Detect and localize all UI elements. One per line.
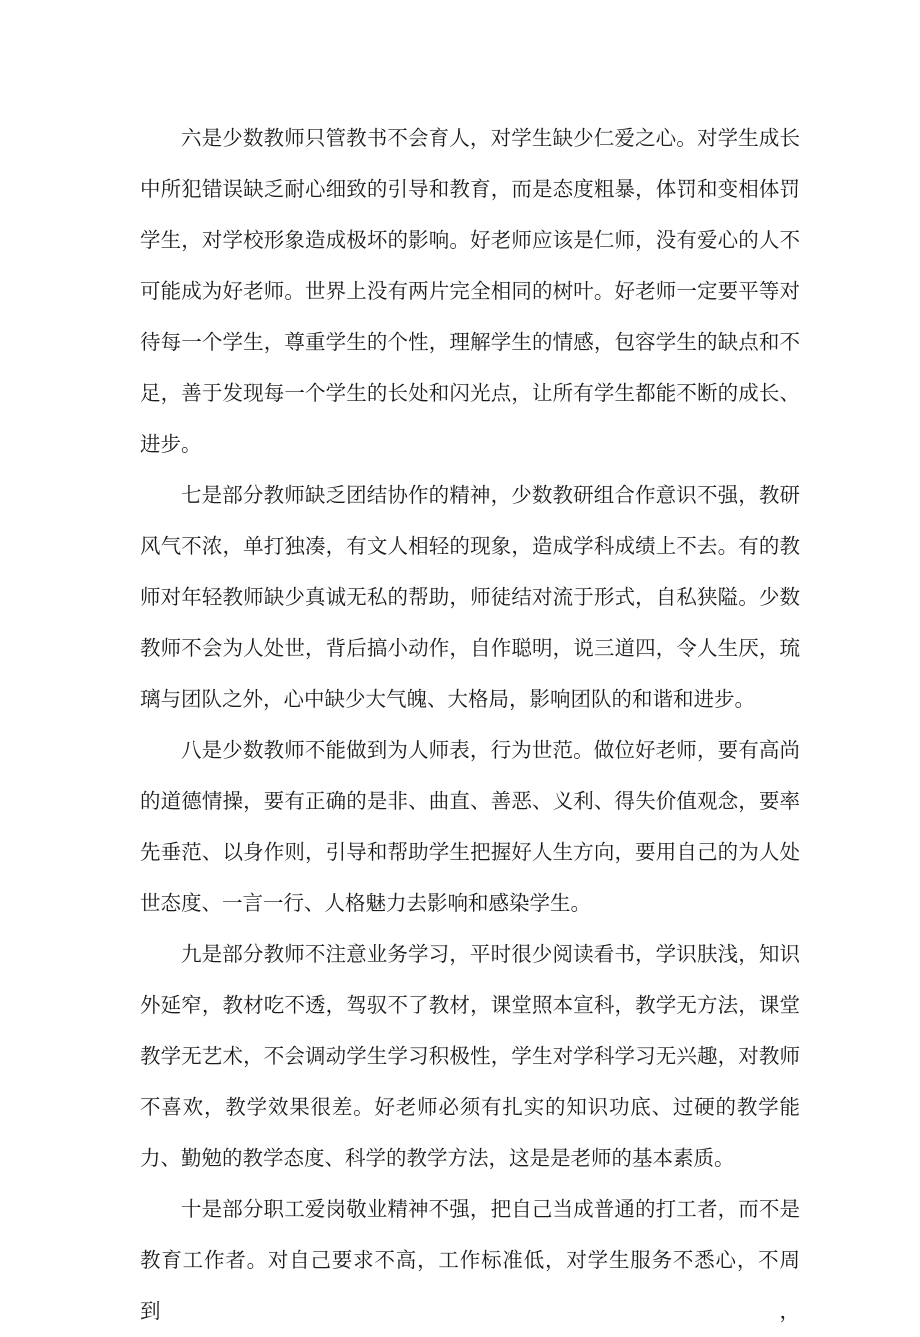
paragraph-six: 六是少数教师只管教书不会育人，对学生缺少仁爱之心。对学生成长中所犯错误缺乏耐心细致的引导和教育，而是态度粗暴，体罚和变相体罚学生，对学校形象造成极坏的影响。好老师应该是仁师，没有爱心的人不可能成为好老师。世界上没有两片完全相同的树叶。好老师一定要平等对待每一个学生，尊重学生的个性，理解学生的情感，包容学生的缺点和不足，善于发现每一个学生的长处和闪光点，让所有学生都能不断的成长、进步。 [140, 126, 800, 456]
document-body [140, 113, 800, 1337]
paragraph-nine: 九是部分教师不注意业务学习，平时很少阅读看书，学识肤浅，知识外延窄，教材吃不透，驾驭不了教材，课堂照本宣科，教学无方法，课堂教学无艺术，不会调动学生学习积极性，学生对学科学习无兴趣，对教师不喜欢，教学效果很差。好老师必须有扎实的知识功底、过硬的教学能力、勤勉的教学态度、科学的教学方法，这是是老师的基本素质。 [140, 942, 800, 1170]
paragraph-eight: 八是少数教师不能做到为人师表，行为世范。做位好老师，要有高尚的道德情操，要有正确的是非、曲直、善恶、义利、得失价值观念，要率先垂范、以身作则，引导和帮助学生把握好人生方向，要用自己的为人处世态度、一言一行、人格魅力去影响和感染学生。 [140, 738, 800, 915]
paragraph-seven: 七是部分教师缺乏团结协作的精神，少数教研组合作意识不强，教研风气不浓，单打独凑，有文人相轻的现象，造成学科成绩上不去。有的教师对年轻教师缺少真诚无私的帮助，师徒结对流于形式，自私狭隘。少数教师不会为人处世，背后搞小动作，自作聪明，说三道四，令人生厌，琉璃与团队之外，心中缺少大气魄、大格局，影响团队的和谐和进步。 [140, 483, 800, 711]
paragraph-ten: 十是部分职工爱岗敬业精神不强，把自己当成普通的打工者，而不是教育工作者。对自己要求不高，工作标准低，对学生服务不悉心，不周到， [140, 1197, 800, 1323]
